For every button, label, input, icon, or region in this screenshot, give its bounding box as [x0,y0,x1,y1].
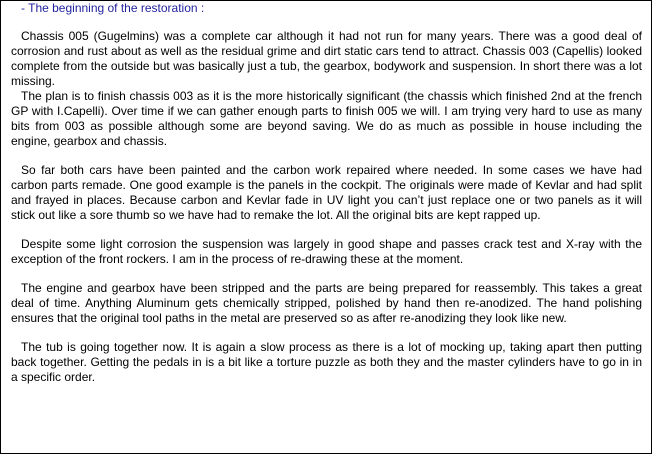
paragraph: Chassis 005 (Gugelmins) was a complete car although it had not run for many years. There was a good deal of corrosion and rust about as well as the residual grime and dirt static cars tend to attract. Chassis 003 (Capellis) looked complete from the outside but was basically just a tub, the gearbox, bodywork and suspension. In short there was a lot missing. [11,29,642,88]
paragraph: So far both cars have been painted and the carbon work repaired where needed. In some cases we have had carbon parts remade. One good example is the panels in the cockpit. The originals were made of Kevlar and had split and frayed in places. Because carbon and Kevlar fade in UV light you can’t just replace one or two panels as it will stick out like a sore thumb so we have had to remake the lot. All the original bits are kept rapped up. [11,163,642,222]
document-body [11,1,642,385]
paragraph: The tub is going together now. It is again a slow process as there is a lot of mocking up, taking apart then putting back together. Getting the pedals in is a bit like a torture puzzle as both they and the master cylinders have to go in in a specific order. [11,340,642,384]
paragraph: The plan is to finish chassis 003 as it is the more historically significant (the chassis which finished 2nd at the french GP with I.Capelli). Over time if we can gather enough parts to finish 005 we will. I am trying very hard to use as many bits from 003 as possible although some are beyond saving. We do as much as possible in house including the engine, gearbox and chassis. [11,89,642,148]
paragraph: Despite some light corrosion the suspension was largely in good shape and passes crack test and X-ray with the exception of the front rockers. I am in the process of re-drawing these at the moment. [11,237,642,266]
paragraph: The engine and gearbox have been stripped and the parts are being prepared for reassembly. This takes a great deal of time. Anything Aluminum gets chemically stripped, polished by hand then re-anodized. The hand polishing ensures that the original tool paths in the metal are preserved so as after re-anodizing they look like new. [11,281,642,325]
section-heading: - The beginning of the restoration : [21,1,205,15]
